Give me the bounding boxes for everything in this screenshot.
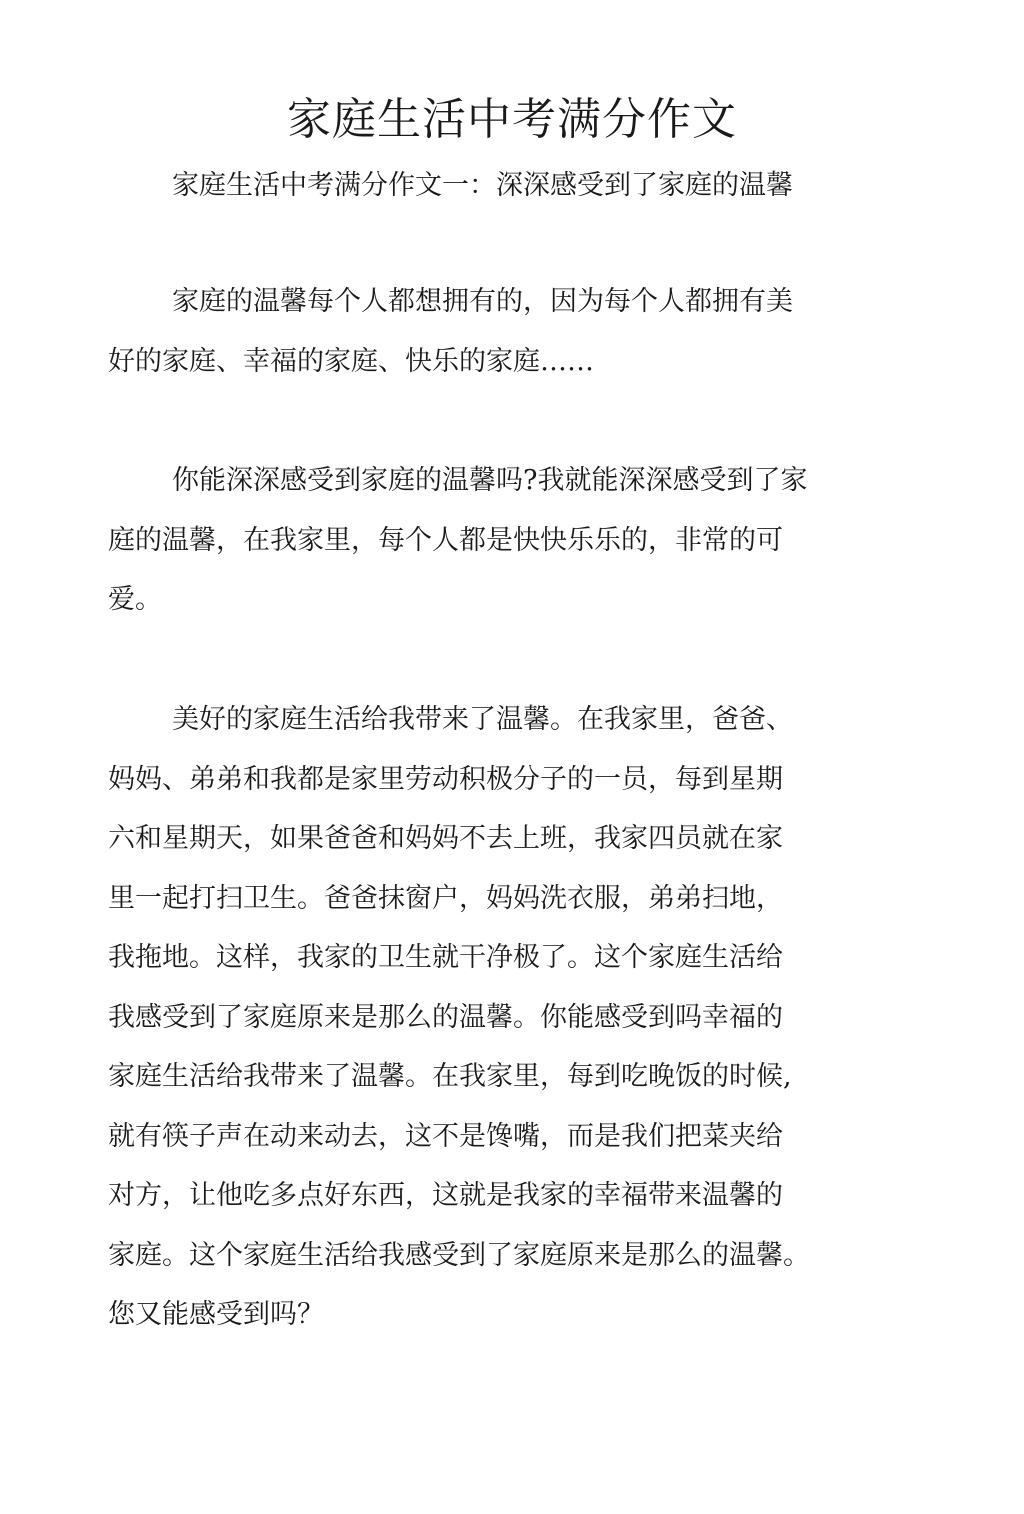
- paragraph-line: 爱。: [108, 584, 162, 615]
- paragraph-1: [108, 272, 868, 391]
- paragraph-line: 家庭生活给我带来了温馨。在我家里，每到吃晚饭的时候,: [108, 1061, 792, 1092]
- paragraph-line: 就有筷子声在动来动去，这不是馋嘴，而是我们把菜夹给: [108, 1120, 783, 1152]
- paragraph-3: [108, 690, 868, 1345]
- document-title: 家庭生活中考满分作文: [287, 94, 737, 145]
- paragraph-line: 对方，让他吃多点好东西，这就是我家的幸福带来温馨的: [108, 1180, 783, 1211]
- paragraph-line: 我感受到了家庭原来是那么的温馨。你能感受到吗幸福的: [108, 1001, 783, 1033]
- paragraph-line: 美好的家庭生活给我带来了温馨。在我家里，爸爸、: [172, 704, 793, 735]
- paragraph-line: 我拖地。这样，我家的卫生就干净极了。这个家庭生活给: [108, 942, 783, 973]
- paragraph-line: 家庭的温馨每个人都想拥有的，因为每个人都拥有美: [172, 286, 793, 317]
- document-subtitle: 家庭生活中考满分作文一：深深感受到了家庭的温馨: [172, 170, 793, 201]
- paragraph-line: 六和星期天，如果爸爸和妈妈不去上班，我家四员就在家: [108, 823, 783, 854]
- paragraph-line: 好的家庭、幸福的家庭、快乐的家庭……: [108, 345, 594, 377]
- paragraph-line: 庭的温馨，在我家里，每个人都是快快乐乐的，非常的可: [108, 524, 783, 556]
- paragraph-line: 妈妈、弟弟和我都是家里劳动积极分子的一员，每到星期: [108, 763, 783, 795]
- paragraph-line: 家庭。这个家庭生活给我感受到了家庭原来是那么的温馨。: [108, 1239, 810, 1271]
- paragraph-line: 你能深深感受到家庭的温馨吗?我就能深深感受到了家: [172, 465, 808, 496]
- paragraph-2: [108, 451, 868, 630]
- paragraph-line: 您又能感受到吗？: [108, 1299, 324, 1330]
- paragraph-line: 里一起打扫卫生。爸爸抹窗户，妈妈洗衣服，弟弟扫地，: [108, 882, 783, 914]
